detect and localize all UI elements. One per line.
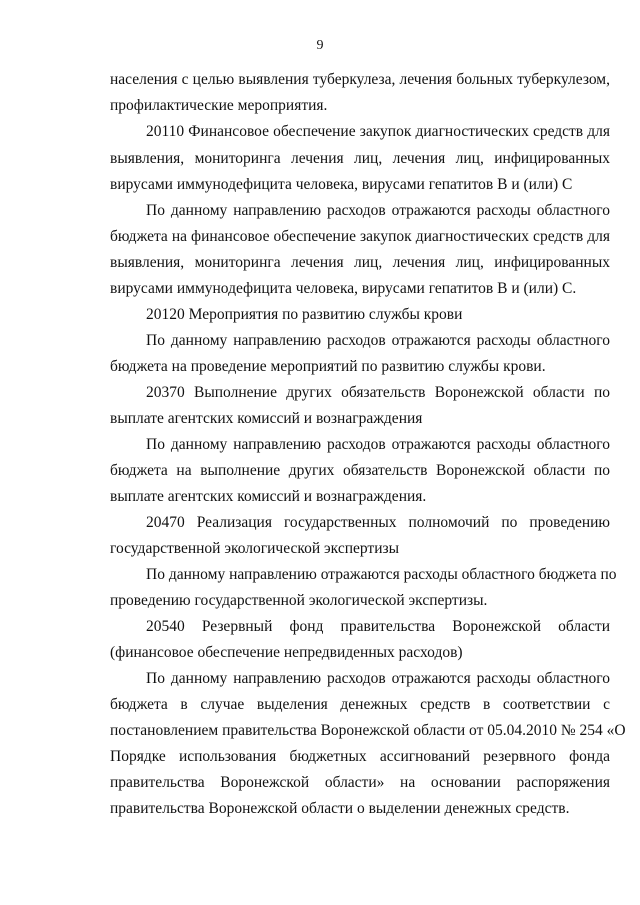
- text-line: государственной экологической экспертизы: [110, 540, 400, 557]
- text-line: 20120 Мероприятия по развитию службы крови: [146, 306, 463, 323]
- text-line: (финансовое обеспечение непредвиденных расходов): [110, 644, 463, 661]
- text-line: По данному направлению расходов отражаются расходы областного: [146, 332, 610, 349]
- text-line: 20540 Резервный фонд правительства Воронежской области: [146, 618, 610, 635]
- text-line: правительства Воронежской области о выделении денежных средств.: [110, 800, 570, 817]
- text-line: выплате агентских комиссий и вознаграждения.: [110, 488, 427, 505]
- text-line: вирусами иммунодефицита человека, вирусами гепатитов В и (или) С: [110, 176, 573, 193]
- text-line: Порядке использования бюджетных ассигнований резервного фонда: [110, 748, 610, 765]
- text-line: выплате агентских комиссий и вознаграждения: [110, 410, 423, 427]
- text-line: По данному направлению отражаются расходы областного бюджета по: [146, 566, 617, 583]
- text-line: бюджета на проведение мероприятий по развитию службы крови.: [110, 358, 546, 375]
- text-line: бюджета на финансовое обеспечение закупок диагностических средств для: [110, 228, 610, 245]
- text-line: 20370 Выполнение других обязательств Воронежской области по: [146, 384, 610, 401]
- text-line: выявления, мониторинга лечения лиц, лечения лиц, инфицированных: [110, 254, 610, 271]
- text-line: профилактические мероприятия.: [110, 97, 328, 114]
- text-line: По данному направлению расходов отражаются расходы областного: [146, 202, 610, 219]
- text-line: 20470 Реализация государственных полномочий по проведению: [146, 514, 610, 531]
- text-line: проведению государственной экологической экспертизы.: [110, 592, 488, 609]
- text-line: вирусами иммунодефицита человека, вирусами гепатитов В и (или) С.: [110, 280, 577, 297]
- text-line: По данному направлению расходов отражаются расходы областного: [146, 436, 610, 453]
- text-line: выявления, мониторинга лечения лиц, лечения лиц, инфицированных: [110, 150, 610, 167]
- text-line: населения с целью выявления туберкулеза, лечения больных туберкулезом,: [110, 71, 610, 88]
- text-line: правительства Воронежской области» на основании распоряжения: [110, 774, 610, 791]
- text-line: бюджета в случае выделения денежных средств в соответствии с: [110, 696, 610, 713]
- text-line: постановлением правительства Воронежской области от 05.04.2010 № 254 «О: [110, 722, 626, 739]
- page-number: 9: [316, 38, 324, 53]
- text-line: бюджета на выполнение других обязательств Воронежской области по: [110, 462, 610, 479]
- text-line: 20110 Финансовое обеспечение закупок диагностических средств для: [146, 123, 610, 140]
- text-line: По данному направлению расходов отражаются расходы областного: [146, 670, 610, 687]
